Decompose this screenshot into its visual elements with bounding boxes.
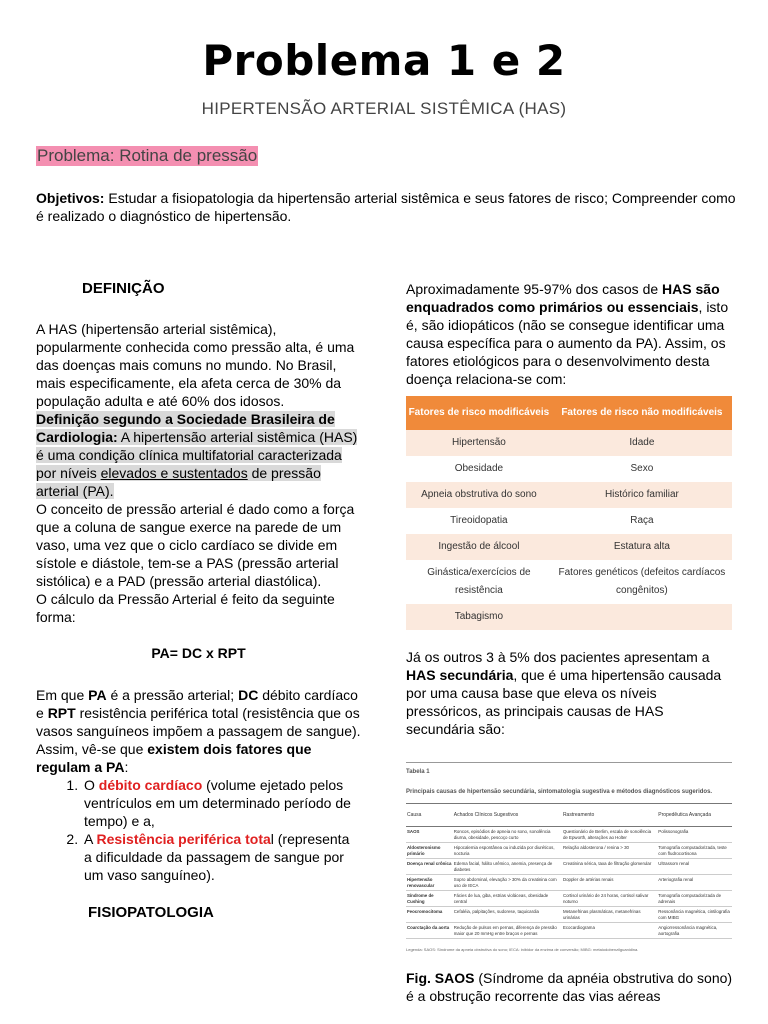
table-row	[406, 875, 732, 891]
factors-intro-paragraph	[36, 740, 361, 776]
risk-factors-table	[406, 396, 732, 630]
table-header-row	[406, 396, 732, 430]
table-cell: Hipocalemia espontânea ou induzida por diuréticos, nocturia	[453, 843, 562, 859]
list-item	[82, 776, 361, 830]
table-cell: Idade	[552, 430, 732, 456]
table-cell: Síndrome de Cushing	[406, 891, 453, 907]
table-row	[406, 859, 732, 875]
table-cell: Ginástica/exercícios de resistência	[406, 560, 552, 604]
table-cell: Sexo	[552, 456, 732, 482]
term-pa: PA	[88, 687, 107, 703]
text-fragment: O	[84, 777, 99, 793]
page-subtitle: HIPERTENSÃO ARTERIAL SISTÊMICA (HAS)	[201, 99, 567, 118]
table-cell: Ecocardiograma	[562, 923, 657, 939]
column-header: Propedêutica Avançada	[657, 804, 732, 827]
table-row	[406, 604, 732, 630]
text-fragment: , isto é, são idiopáticos (não se consegue identificar uma causa específica para o aumento da PA). Assim, os fatores etiológicos para o desenvolvimento desta doença relaciona-se com:	[406, 299, 729, 387]
table-cell: Raça	[552, 508, 732, 534]
primary-has-bold: HAS são enquadrados como primários ou essenciais	[406, 281, 720, 315]
sbc-definition-label: Definição segundo a Sociedade Brasileira de Cardiologia:	[36, 411, 335, 445]
table-row	[406, 534, 732, 560]
table-cell: Polissonografia	[657, 827, 732, 843]
table-cell: Edema facial, hálito urêmico, anemia, presença de diabetes	[453, 859, 562, 875]
table-row	[406, 482, 732, 508]
pressure-concept-paragraph: O conceito de pressão arterial é dado como a força que a coluna de sangue exerce na parede de um vaso, uma vez que o ciclo cardíaco se divide em sístole e diástole, tem-se a PAS (pressão arterial sistólica) e a PAD (pressão arterial diastólica).	[36, 501, 355, 589]
table-cell: Sopro abdominal, elevação > 30% da creatinina com uso de IECA	[453, 875, 562, 891]
table-cell: Fácies de lua, giba, estrias violáceas, obesidade central	[453, 891, 562, 907]
table-cell: Estatura alta	[552, 534, 732, 560]
column-header: Causa	[406, 804, 453, 827]
column-header: Fatores de risco modificáveis	[406, 396, 552, 430]
saos-bold: Fig. SAOS	[406, 970, 475, 986]
table-cell: Aldosteronismo primário	[406, 843, 453, 859]
table-cell: Fatores genéticos (defeitos cardíacos congênitos)	[552, 560, 732, 604]
saos-paragraph	[406, 969, 734, 1005]
pressure-formula: PA= DC x RPT	[151, 645, 246, 661]
table-cell: Tomografia computadorizada, teste com fludrocortisona	[657, 843, 732, 859]
heading-fisiopatologia: FISIOPATOLOGIA	[88, 904, 214, 921]
objectives-label: Objetivos:	[36, 190, 105, 206]
table-cell: Apneia obstrutiva do sono	[406, 482, 552, 508]
secondary-causes-table	[406, 803, 732, 939]
table-cell: Cortisol urinário de 24 horas, cortisol salivar noturno	[562, 891, 657, 907]
table-cell: SAOS	[406, 827, 453, 843]
table-cell: Ingestão de álcool	[406, 534, 552, 560]
term-dc: DC	[238, 687, 259, 703]
sbc-definition-paragraph	[36, 410, 361, 500]
table-cell: Metanefrinas plasmáticas, metanefrinas urinárias	[562, 907, 657, 923]
formula-explanation-paragraph	[36, 686, 361, 740]
list-item	[82, 830, 361, 884]
text-fragment: Em que	[36, 687, 89, 703]
text-fragment: (volume ejetado pelos ventrículos em um determinado período de tempo) e a,	[84, 777, 351, 829]
table-cell: Hipertensão renovascular	[406, 875, 453, 891]
table-cell: Tabagismo	[406, 604, 552, 630]
table-cell: Ressonância magnética, cintilografia com MIBG	[657, 907, 732, 923]
table-cell: Redução de pulsos em pernas, diferença de pressão maior que 20 mmHg entre braços e pernas	[453, 923, 562, 939]
sbc-definition-text-1: A hipertensão arterial sistêmica (HAS) é uma condição clínica multifatorial caracterizada por níveis	[36, 429, 358, 481]
secondary-has-paragraph	[406, 648, 734, 738]
table-cell: Arteriografia renal	[657, 875, 732, 891]
secondary-causes-table-figure	[406, 762, 732, 959]
text-fragment: A	[84, 831, 97, 847]
text-fragment: Assim, vê-se que	[36, 741, 148, 757]
text-fragment: , que é uma hipertensão causada por uma causa base que eleva os níveis pressóricos, as principais causas de HAS secundária são:	[406, 667, 722, 737]
table-cell: Roncos, episódios de apneia no sono, sonolência diurna, obesidade, pescoço curto	[453, 827, 562, 843]
resistencia-periferica-term: Resistência periférica tota	[96, 831, 271, 847]
table-row	[406, 907, 732, 923]
pressure-calc-paragraph: O cálculo da Pressão Arterial é feito da seguinte forma:	[36, 591, 335, 625]
text-fragment: Aproximadamente 95-97% dos casos de	[406, 281, 663, 297]
text-fragment: Já os outros 3 à 5% dos pacientes apresentam a	[406, 649, 710, 665]
column-header: Rastreamento	[562, 804, 657, 827]
table-cell: Angiorressonância magnética, aortografia	[657, 923, 732, 939]
page-title: Problema 1 e 2	[202, 36, 566, 85]
text-fragment: :	[124, 759, 129, 775]
column-header: Achados Clínicos Sugestivos	[453, 804, 562, 827]
term-rpt: RPT	[47, 705, 76, 721]
table-cell: Hipertensão	[406, 430, 552, 456]
primary-has-paragraph	[406, 280, 734, 388]
table-cell: Cefaléia, palpitações, sudorese, taquicardia	[453, 907, 562, 923]
table-cell: Ultrassom renal	[657, 859, 732, 875]
column-header: Fatores de risco não modificáveis	[552, 396, 732, 430]
left-column	[36, 280, 361, 922]
debito-cardiaco-term: débito cardíaco	[98, 777, 203, 793]
table-cell: Tireoidopatia	[406, 508, 552, 534]
table-row	[406, 827, 732, 843]
has-intro-paragraph: A HAS (hipertensão arterial sistêmica), popularmente conhecida como pressão alta, é uma das doenças mais comuns no mundo. No Brasil, mais especificamente, ela afeta cerca de 30% da população adulta e até 60% dos idosos.	[36, 321, 355, 409]
table-cell: Questionário de Berlim, escala de sonolência de Epworth, alterações ao Holter	[562, 827, 657, 843]
table-row	[406, 508, 732, 534]
table-row	[406, 923, 732, 939]
table-cell: Coarctação da aorta	[406, 923, 453, 939]
sbc-definition-text-2: de pressão arterial (PA).	[36, 465, 321, 499]
table-row	[406, 843, 732, 859]
table1-title: Principais causas de hipertensão secundária, sintomatologia sugestiva e métodos diagnósticos sugeridos.	[406, 789, 713, 795]
secondary-has-bold: HAS secundária	[406, 667, 514, 683]
objectives-text: Estudar a fisiopatologia da hipertensão arterial sistêmica e seus fatores de risco; Compreender como é realizado o diagnóstico de hipertensão.	[36, 190, 736, 224]
table-cell: Relação aldosterona / renina > 30	[562, 843, 657, 859]
text-fragment: é a pressão arterial;	[106, 687, 239, 703]
text-fragment: l (representa a dificuldade da passagem de sangue por um vaso sanguíneo).	[84, 831, 350, 883]
table-cell: Creatinina sérica, taxa de filtração glomerular	[562, 859, 657, 875]
sbc-definition-underline: elevados e sustentados	[100, 465, 248, 481]
table-cell: Doppler de artérias renais	[562, 875, 657, 891]
table-row	[406, 456, 732, 482]
right-column	[406, 280, 734, 1005]
heading-definicao: DEFINIÇÃO	[82, 280, 165, 297]
table-cell: Doença renal crônica	[406, 859, 453, 875]
table-cell: Tomografia computadorizada de adrenais	[657, 891, 732, 907]
table-header-row	[406, 804, 732, 827]
objectives-paragraph	[36, 189, 736, 225]
problem-heading: Problema: Rotina de pressão	[37, 146, 258, 165]
table-cell: Feocromocitoma	[406, 907, 453, 923]
text-fragment: (Síndrome da apnéia obstrutiva do sono) é a obstrução recorrente das vias aéreas	[406, 970, 733, 1004]
text-fragment: resistência periférica total (resistência que os vasos sanguíneos impõem a passagem de sangue).	[36, 705, 361, 739]
table1-label: Tabela 1	[406, 769, 430, 775]
factors-list	[36, 776, 361, 884]
table-cell: Histórico familiar	[552, 482, 732, 508]
table1-source: Legenda: SAOS: Síndrome da apneia obstrutiva do sono; IECA: inibidor da enzima de conversão; MIBG: metaiodobenzilguanidina.	[406, 947, 639, 952]
table-cell	[552, 604, 732, 630]
table-cell: Obesidade	[406, 456, 552, 482]
table-row	[406, 430, 732, 456]
table-row	[406, 891, 732, 907]
text-fragment: débito cardíaco e	[36, 687, 358, 721]
table-row	[406, 560, 732, 604]
factors-bold-text: existem dois fatores que regulam a PA	[36, 741, 312, 775]
